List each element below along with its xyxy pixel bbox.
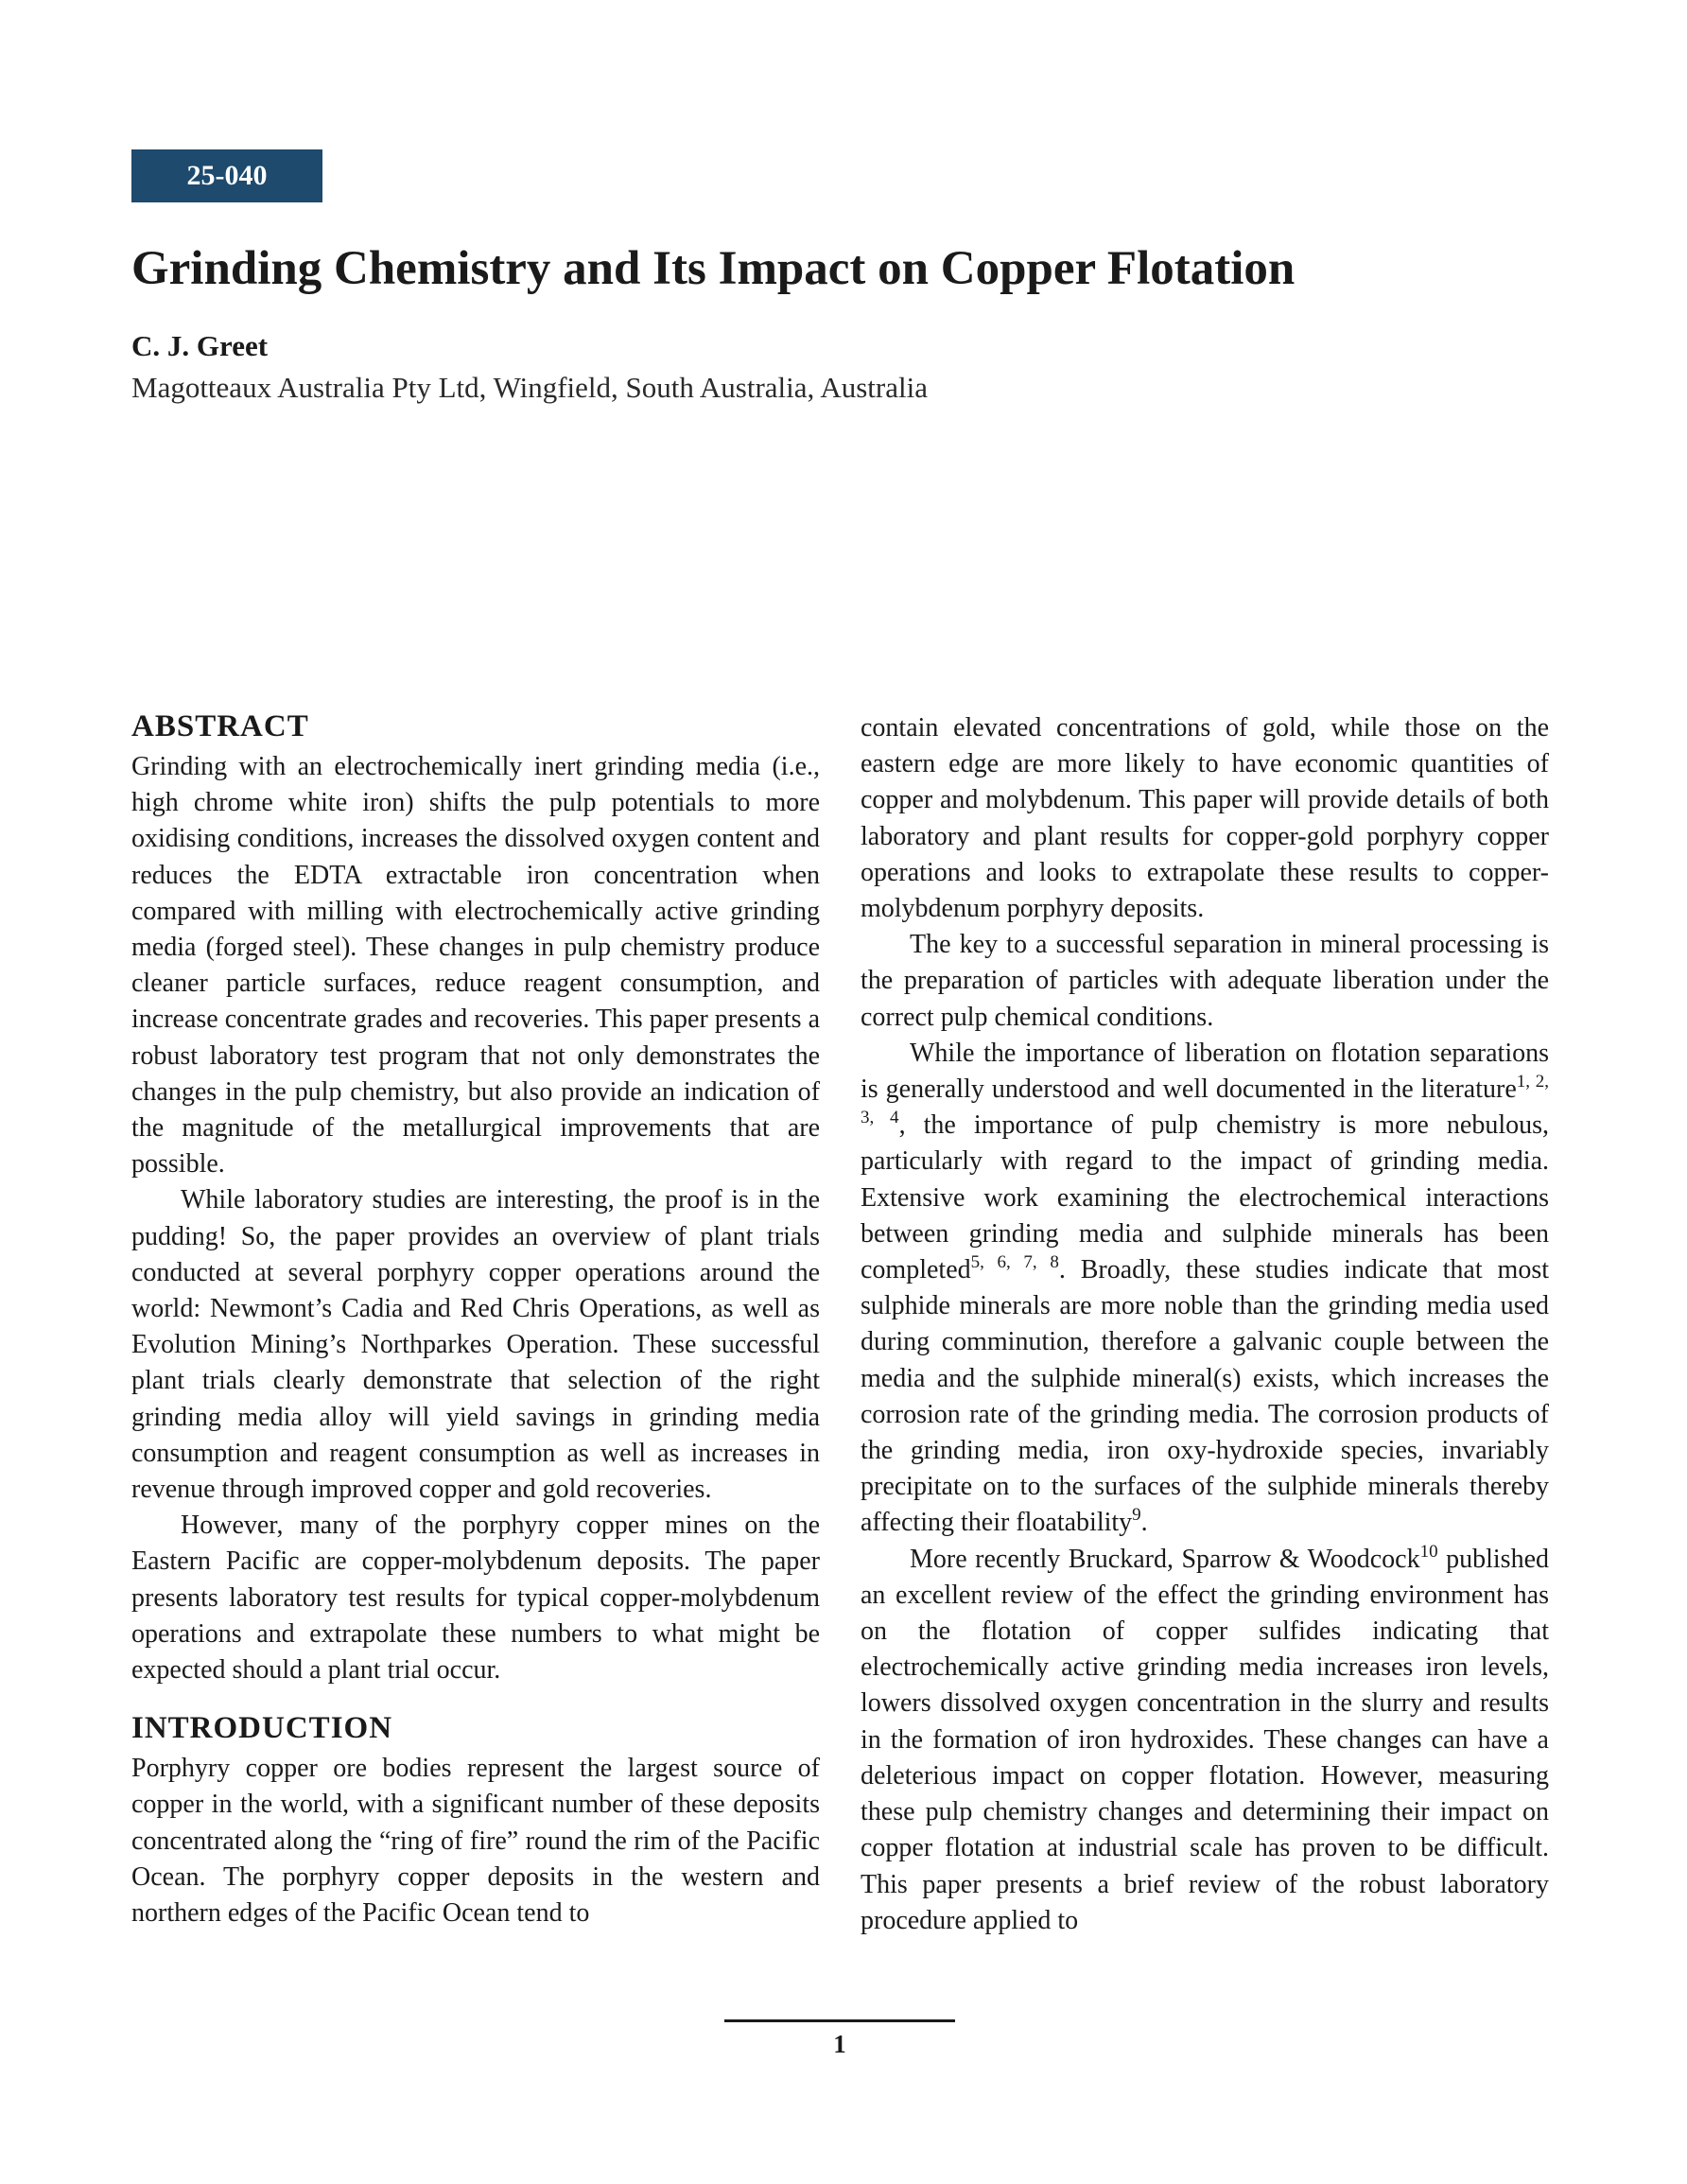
introduction-paragraph-3 — [861, 1036, 1549, 1542]
paragraph-text: published an excellent review of the effect the grinding environment has on the flotation of copper sulfides indicating that electrochemically active grinding media increases iron levels, lowers dissolved oxygen concentration in the slurry and results in the formation of iron hydroxides. These changes can have a deleterious impact on copper flotation. However, measuring these pulp chemistry changes and determining their impact on copper flotation at industrial scale has proven to be difficult. This paper presents a brief review of the robust laboratory procedure applied to — [861, 1544, 1549, 1935]
introduction-paragraph-1: Porphyry copper ore bodies represent the largest source of copper in the world, with a significant number of these deposits concentrated along the “ring of fire” round the rim of the Pacific Ocean. The porphyry copper deposits in the western and northern edges of the Pacific Ocean tend to — [131, 1754, 820, 1929]
introduction-paragraph-2: The key to a successful separation in mineral processing is the preparation of particles with adequate liberation under the correct pulp chemical conditions. — [861, 930, 1549, 1032]
author-affiliation: Magotteaux Australia Pty Ltd, Wingfield, South Australia, Australia — [131, 371, 928, 404]
paper-title: Grinding Chemistry and Its Impact on Copper Flotation — [131, 242, 1296, 295]
paragraph-text: . Broadly, these studies indicate that most sulphide minerals are more noble than the grinding media used during comminution, therefore a galvanic couple between the media and the sulphide mineral(s) exists, which increases the corrosion rate of the grinding media. The corrosion products of the grinding media, iron oxy-hydroxide species, invariably precipitate on to the surfaces of the sulphide minerals thereby affecting their floatability — [861, 1255, 1549, 1538]
citation-reference: 5, 6, 7, 8 — [970, 1252, 1059, 1273]
paragraph-text: More recently Bruckard, Sparrow & Woodcock — [910, 1544, 1420, 1574]
citation-reference: 9 — [1132, 1505, 1141, 1526]
introduction-paragraph-1-continued: contain elevated concentrations of gold, while those on the eastern edge are more likely to have economic quantities of copper and molybdenum. This paper will provide details of both laboratory and plant results for copper-gold porphyry copper operations and looks to extrapolate these results to copper-molybdenum porphyry deposits. — [861, 713, 1549, 924]
citation-reference: 10 — [1419, 1541, 1438, 1562]
citation-reference: 1, 2, 3, 4 — [861, 1072, 1550, 1128]
author-name: C. J. Greet — [131, 329, 269, 362]
right-column — [861, 710, 1549, 1939]
page-number: 1 — [833, 2030, 846, 2058]
introduction-heading: INTRODUCTION — [131, 1711, 393, 1746]
paragraph-text: , the importance of pulp chemistry is more nebulous, particularly with regard to the impact of grinding media. Extensive work examining the electrochemical interactions between grinding media and sulphide minerals has been completed — [861, 1110, 1550, 1285]
left-column — [131, 708, 820, 1931]
footer-rule — [724, 2019, 955, 2022]
abstract-paragraph-2: While laboratory studies are interesting, the proof is in the pudding! So, the paper provides an overview of plant trials conducted at several porphyry copper operations around the world: Newmont’s Cadia and Red Chris Operations, as well as Evolution Mining’s Northparkes Operation. These successful plant trials clearly demonstrate that selection of the right grinding media alloy will yield savings in grinding media consumption and reagent consumption as well as increases in revenue through improved copper and gold recoveries. — [131, 1185, 820, 1505]
abstract-paragraph-1: Grinding with an electrochemically inert grinding media (i.e., high chrome white iron) shifts the pulp potentials to more oxidising conditions, increases the dissolved oxygen content and reduces the EDTA extractable iron concentration when compared with milling with electrochemically active grinding media (forged steel). These changes in pulp chemistry produce cleaner particle surfaces, reduce reagent consumption, and increase concentrate grades and recoveries. This paper presents a robust laboratory test program that not only demonstrates the changes in the pulp chemistry, but also provide an indication of the magnitude of the metallurgical improvements that are possible. — [131, 752, 820, 1179]
paper-number-badge: 25-040 — [131, 149, 322, 202]
abstract-paragraph-3: However, many of the porphyry copper mines on the Eastern Pacific are copper-molybdenum deposits. The paper presents laboratory test results for typical copper-molybdenum operations and extrapolate these numbers to what might be expected should a plant trial occur. — [131, 1511, 820, 1686]
paragraph-text: . — [1140, 1508, 1148, 1538]
introduction-paragraph-4 — [861, 1542, 1549, 1939]
abstract-heading: ABSTRACT — [131, 709, 309, 743]
paragraph-text: While the importance of liberation on flotation separations is generally understood and well documented in the literature — [861, 1038, 1549, 1105]
